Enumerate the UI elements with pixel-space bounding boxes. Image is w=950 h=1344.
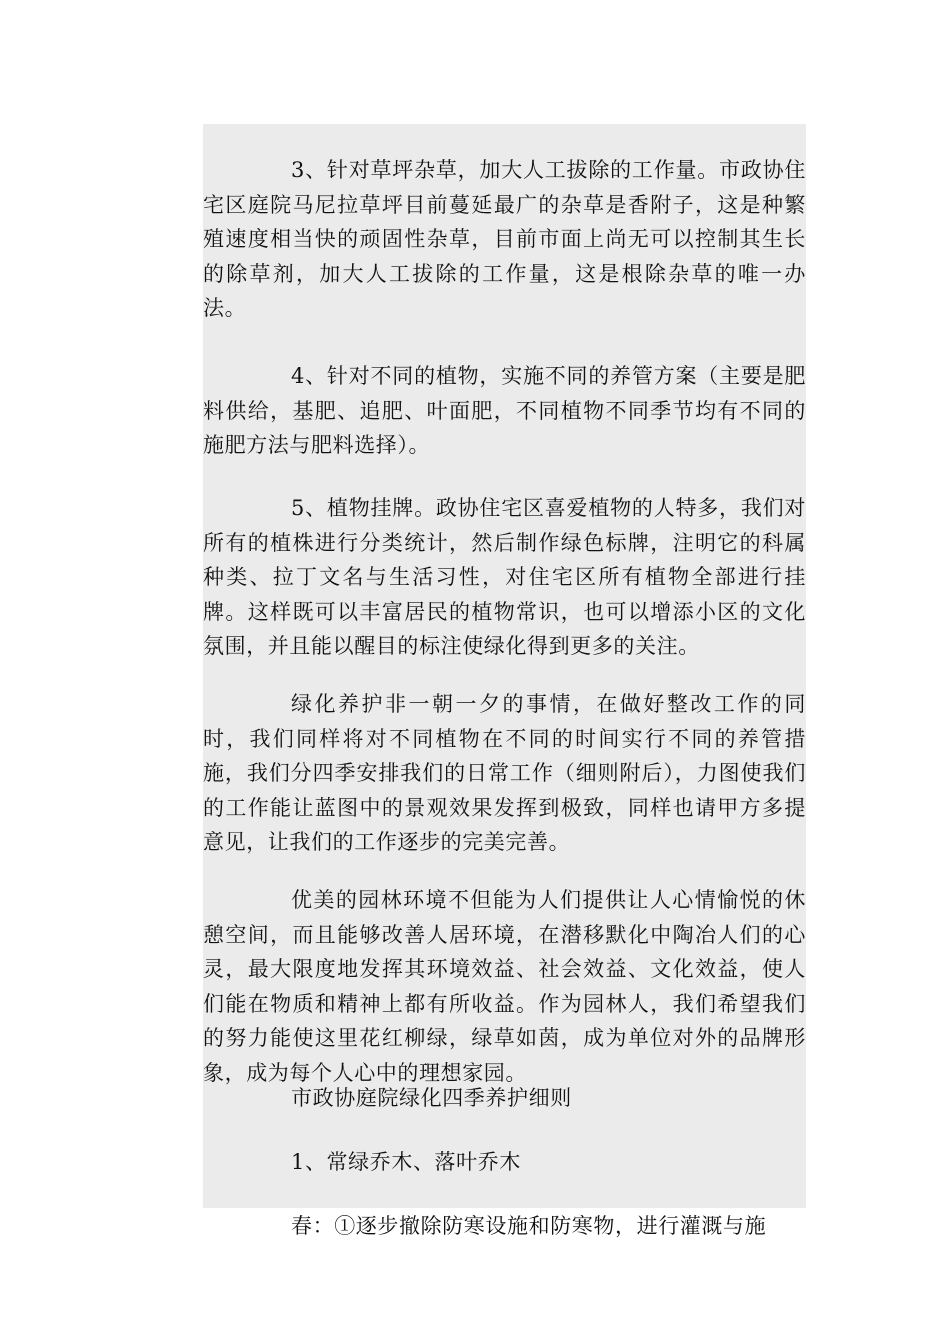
- paragraph-plant-labels: 5、植物挂牌。政协住宅区喜爱植物的人特多，我们对所有的植株进行分类统计，然后制作绿色标牌，注明它的科属种类、拉丁文名与生活习性，对住宅区所有植物全部进行挂牌。这样既可以丰富居民的植物常识，也可以增添小区的文化氛围，并且能以醒目的标注使绿化得到更多的关注。: [203, 496, 806, 658]
- section-title: 市政协庭院绿化四季养护细则: [291, 1086, 572, 1110]
- document-body: [203, 124, 806, 1238]
- paragraph-maintenance-plan: 绿化养护非一朝一夕的事情，在做好整改工作的同时，我们同样将对不同植物在不同的时间实行不同的养管措施，我们分四季安排我们的日常工作（细则附后），力图使我们的工作能让蓝图中的景观效果发挥到极致，同样也请甲方多提意见，让我们的工作逐步的完美完善。: [203, 692, 806, 854]
- paragraph-garden-vision: 优美的园林环境不但能为人们提供让人心情愉悦的休憩空间，而且能够改善人居环境，在潜移默化中陶冶人们的心灵，最大限度地发挥其环境效益、社会效益、文化效益，使人们能在物质和精神上都有所收益。作为园林人，我们希望我们的努力能使这里花红柳绿，绿草如茵，成为单位对外的品牌形象，成为每个人心中的理想家园。: [203, 888, 806, 1085]
- paragraph-fertilizer-plan: 4、针对不同的植物，实施不同的养管方案（主要是肥料供给，基肥、追肥、叶面肥，不同植物不同季节均有不同的施肥方法与肥料选择）。: [203, 364, 806, 457]
- subsection-title: 1、常绿乔木、落叶乔木: [291, 1150, 521, 1174]
- spring-care-line: 春：①逐步撤除防寒设施和防寒物，进行灌溉与施: [291, 1214, 767, 1238]
- paragraph-weed-control: 3、针对草坪杂草，加大人工拔除的工作量。市政协住宅区庭院马尼拉草坪目前蔓延最广的杂草是香附子，这是种繁殖速度相当快的顽固性杂草，目前市面上尚无可以控制其生长的除草剂，加大人工拔除的工作量，这是根除杂草的唯一办法。: [203, 158, 806, 320]
